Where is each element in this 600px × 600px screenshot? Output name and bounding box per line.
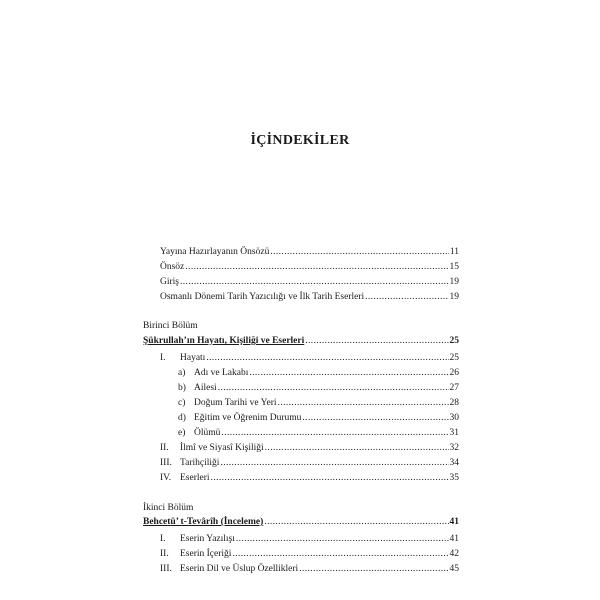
toc-entry-text: Ailesi: [194, 383, 217, 393]
toc-entry-page: 41: [449, 534, 459, 544]
leader-dots: [305, 335, 448, 347]
toc-entry[interactable]: [160, 442, 459, 454]
toc-chapter-page: 25: [449, 336, 459, 346]
toc-entry-number: c): [178, 398, 186, 408]
leader-dots: [270, 246, 449, 258]
toc-entry-number: II.: [160, 443, 169, 453]
toc-entry-number: II.: [160, 549, 169, 559]
toc-entry[interactable]: [160, 548, 459, 560]
leader-dots: [365, 291, 448, 303]
leader-dots: [211, 472, 449, 484]
toc-entry[interactable]: [160, 261, 459, 273]
toc-entry[interactable]: [160, 276, 459, 288]
toc-entry-text: Osmanlı Dönemi Tarih Yazıcılığı ve İlk Tarih Eserleri: [160, 292, 365, 302]
toc-entry[interactable]: [178, 412, 459, 424]
toc-entry-page: 19: [449, 292, 459, 302]
toc-entry-text: Hayatı: [180, 353, 206, 363]
toc-chapter[interactable]: [143, 335, 459, 347]
toc-entry-number: III.: [160, 564, 172, 574]
toc-entry-page: 35: [449, 473, 459, 483]
toc-entry[interactable]: [160, 563, 459, 575]
toc-entry-text: Adı ve Lakabı: [194, 368, 249, 378]
toc-entry-page: 28: [449, 398, 459, 408]
toc-chapter-text: Şükrullah’ın Hayatı, Kişiliği ve Eserleri: [143, 336, 305, 346]
toc-entry-number: d): [178, 413, 186, 423]
toc-entry-page: 25: [449, 353, 459, 363]
toc-entry-number: e): [178, 428, 186, 438]
toc-entry-page: 19: [449, 277, 459, 287]
page-title: İÇİNDEKİLER: [250, 133, 350, 148]
toc-entry[interactable]: [160, 533, 459, 545]
leader-dots: [236, 533, 449, 545]
section-label: İkinci Bölüm: [143, 503, 194, 513]
toc-entry-number: I.: [160, 534, 166, 544]
toc-chapter-text: Behcetü’ t-Tevârîh (İnceleme): [143, 517, 264, 527]
toc-entry-text: Tarihçiliği: [180, 458, 220, 468]
toc-entry-page: 15: [449, 262, 459, 272]
toc-entry[interactable]: [160, 457, 459, 469]
toc-entry[interactable]: [160, 291, 459, 303]
leader-dots: [218, 382, 449, 394]
leader-dots: [220, 457, 448, 469]
toc-entry[interactable]: [160, 352, 459, 364]
toc-entry-page: 42: [449, 549, 459, 559]
toc-chapter[interactable]: [143, 516, 459, 528]
toc-entry-text: Ölümü: [194, 428, 221, 438]
toc-entry-text: İlmî ve Siyasî Kişiliği: [180, 443, 264, 453]
toc-entry-page: 30: [449, 413, 459, 423]
toc-entry[interactable]: [178, 427, 459, 439]
leader-dots: [249, 367, 448, 379]
leader-dots: [299, 563, 448, 575]
toc-chapter-page: 41: [449, 517, 459, 527]
toc-entry-page: 45: [449, 564, 459, 574]
leader-dots: [265, 442, 449, 454]
toc-entry[interactable]: [178, 367, 459, 379]
toc-entry[interactable]: [160, 472, 459, 484]
toc-entry-text: Eserin İçeriği: [180, 549, 232, 559]
toc-entry-text: Yayına Hazırlayanın Önsözü: [160, 247, 270, 257]
leader-dots: [180, 276, 449, 288]
toc-entry-text: Eserin Dil ve Üslup Özellikleri: [180, 564, 299, 574]
toc-entry-page: 11: [449, 247, 459, 257]
leader-dots: [232, 548, 448, 560]
toc-entry-page: 32: [449, 443, 459, 453]
toc-entry-text: Eğitim ve Öğrenim Durumu: [194, 413, 302, 423]
toc-entry-text: Giriş: [160, 277, 179, 287]
toc-entry-page: 34: [449, 458, 459, 468]
toc-entry[interactable]: [178, 382, 459, 394]
toc-entry-text: Eserleri: [180, 473, 210, 483]
toc-entry-number: b): [178, 383, 186, 393]
toc-entry-text: Önsöz: [160, 262, 185, 272]
section-label: Birinci Bölüm: [143, 321, 198, 331]
toc-entry[interactable]: [160, 246, 459, 258]
toc-entry-text: Eserin Yazılışı: [180, 534, 235, 544]
toc-entry-text: Doğum Tarihi ve Yeri: [194, 398, 277, 408]
toc-entry-number: IV.: [160, 473, 172, 483]
leader-dots: [185, 261, 448, 273]
toc-entry[interactable]: [178, 397, 459, 409]
toc-entry-page: 26: [449, 368, 459, 378]
leader-dots: [264, 516, 448, 528]
leader-dots: [278, 397, 449, 409]
leader-dots: [221, 427, 448, 439]
leader-dots: [302, 412, 448, 424]
toc-entry-number: a): [178, 368, 186, 378]
toc-entry-page: 27: [449, 383, 459, 393]
toc-entry-number: I.: [160, 353, 166, 363]
leader-dots: [206, 352, 448, 364]
toc-entry-number: III.: [160, 458, 172, 468]
toc-entry-page: 31: [449, 428, 459, 438]
